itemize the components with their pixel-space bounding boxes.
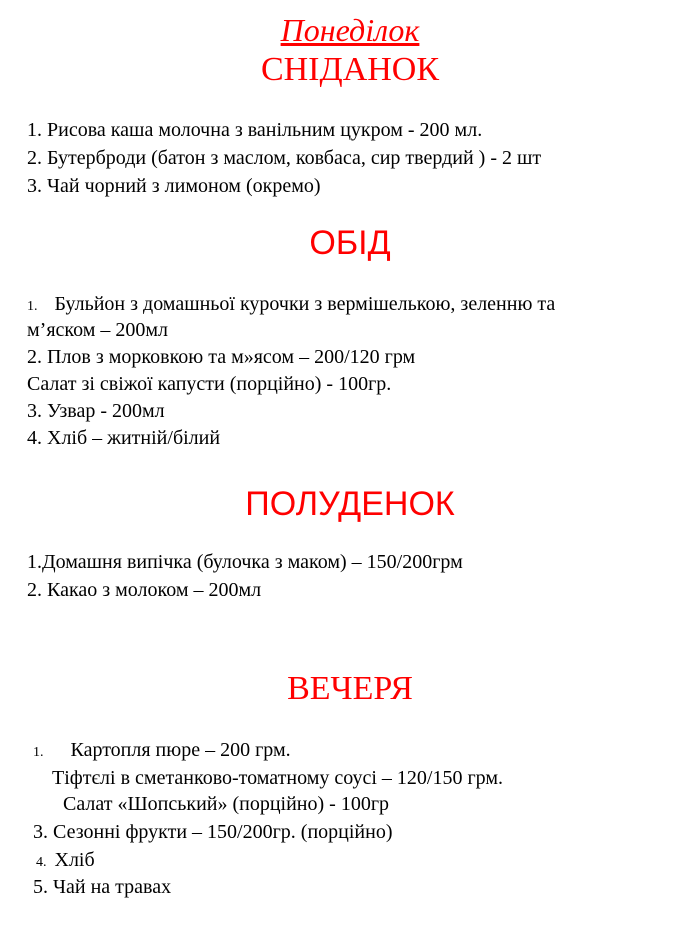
day-title: Понеділок bbox=[280, 12, 420, 48]
dinner-item-meatballs: Тіфтєлі в сметанково-томатному соусі – 120/150 грм. bbox=[52, 767, 504, 789]
dinner-item-4 bbox=[36, 847, 95, 876]
dinner-heading: ВЕЧЕРЯ bbox=[287, 670, 413, 707]
dinner-item-5: 5. Чай на травах bbox=[33, 876, 172, 898]
dinner-item-1-text: Картопля пюре – 200 грм. bbox=[70, 739, 291, 761]
snack-item-1: 1.Домашня випічка (булочка з маком) – 150/200грм bbox=[27, 551, 463, 573]
snack-heading: ПОЛУДЕНОК bbox=[245, 485, 455, 523]
breakfast-item-2: 2. Бутерброди (батон з маслом, ковбаса, сир твердий ) - 2 шт bbox=[27, 147, 542, 169]
lunch-item-2: 2. Плов з морковкою та м»ясом – 200/120 грм bbox=[27, 346, 416, 368]
snack-item-2: 2. Какао з молоком – 200мл bbox=[27, 579, 262, 601]
lunch-item-1-text: Бульйон з домашньої курочки з вермішелькою, зеленню та bbox=[54, 293, 556, 315]
dinner-item-1 bbox=[33, 737, 291, 766]
lunch-item-salad: Салат зі свіжої капусти (порційно) - 100гр. bbox=[27, 373, 392, 395]
lunch-heading: ОБІД bbox=[309, 224, 391, 262]
breakfast-item-1: 1. Рисова каша молочна з ванільним цукром - 200 мл. bbox=[27, 119, 483, 141]
lunch-item-1-continued: м’яском – 200мл bbox=[27, 319, 169, 341]
lunch-item-3: 3. Узвар - 200мл bbox=[27, 400, 165, 422]
dinner-item-1-number: 1. bbox=[33, 745, 44, 760]
dinner-item-4-number: 4. bbox=[36, 855, 47, 870]
lunch-item-1-number: 1. bbox=[27, 299, 38, 314]
lunch-item-1 bbox=[27, 291, 555, 320]
dinner-item-3: 3. Сезонні фрукти – 150/200гр. (порційно) bbox=[33, 821, 393, 843]
breakfast-heading: СНІДАНОК bbox=[260, 51, 440, 88]
dinner-item-4-text: Хліб bbox=[54, 849, 95, 871]
breakfast-item-3: 3. Чай чорний з лимоном (окремо) bbox=[27, 175, 321, 197]
dinner-item-salad: Салат «Шопський» (порційно) - 100гр bbox=[63, 793, 390, 815]
lunch-item-4: 4. Хліб – житній/білий bbox=[27, 427, 221, 449]
